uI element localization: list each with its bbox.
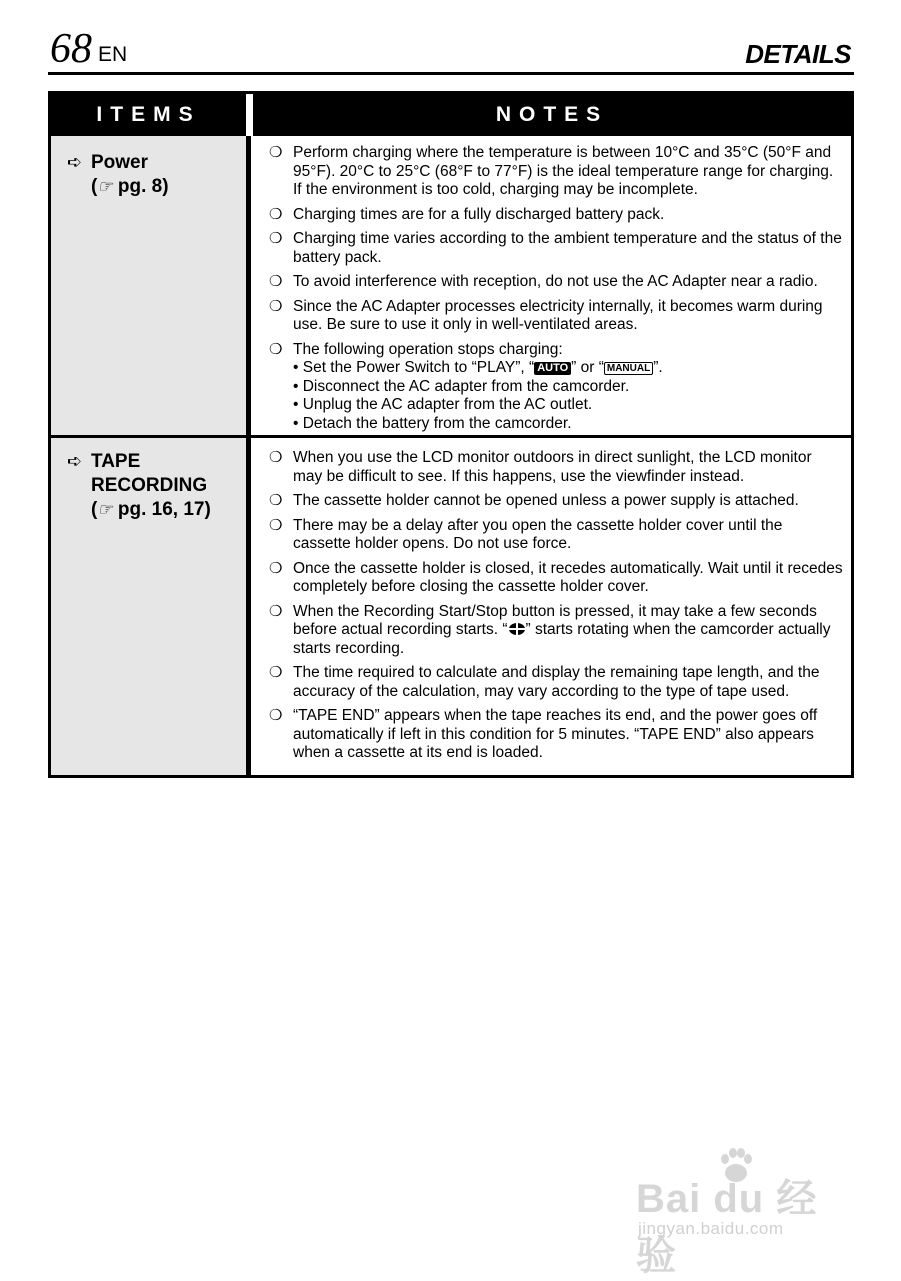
- circle-bullet-icon: ❍: [269, 602, 283, 620]
- list-item-recording-start: ❍ When the Recording Start/Stop button is pressed, it may take a few seconds before actual recording starts. “ ” starts rotating when the camcorder actually starts recording.: [269, 602, 831, 657]
- item-tape-name-line2: RECORDING: [91, 475, 208, 496]
- list-item: ❍ Charging time varies according to the ambient temperature and the status of the battery pack.: [269, 230, 842, 266]
- circle-bullet-icon: ❍: [269, 297, 283, 315]
- circle-bullet-icon: ❍: [269, 664, 283, 681]
- auto-mode-icon: AUTO: [534, 362, 571, 375]
- circle-bullet-icon: ❍: [269, 230, 283, 247]
- list-item: ❍ Charging times are for a fully discharged battery pack.: [269, 205, 665, 223]
- item-tape-recording: ➪ TAPE RECORDING (☞ pg. 16, 17): [67, 449, 242, 522]
- item-power: ➪ Power (☞ pg. 8): [67, 152, 169, 197]
- page-language: EN: [98, 43, 128, 66]
- item-tape-name-line1: TAPE: [91, 451, 141, 472]
- circle-bullet-icon: ❍: [269, 449, 283, 466]
- item-power-name: Power: [91, 152, 149, 173]
- circle-bullet-icon: ❍: [269, 144, 283, 161]
- items-column-header: ITEMS: [96, 103, 201, 126]
- arrow-right-icon: ➪: [67, 152, 83, 172]
- circle-bullet-icon: ❍: [269, 273, 283, 290]
- notes-column-header: NOTES: [495, 103, 609, 126]
- baidu-watermark: [636, 1145, 851, 1278]
- circle-bullet-icon: ❍: [269, 707, 283, 724]
- circle-bullet-icon: ❍: [269, 492, 283, 509]
- pointing-hand-icon: ☞: [97, 177, 113, 196]
- list-item: ❍ “TAPE END” appears when the tape reaches its end, and the power goes off automatically if left in this condition for 5 minutes. “TAPE END” also appears when a cassette at its end is loaded.: [269, 707, 818, 761]
- watermark-url: jingyan.baidu.com: [638, 1219, 784, 1238]
- list-item-stop-charging: ❍ The following operation stops charging: • Set the Power Switch to “PLAY”, “ AUTO ” or “ MANUAL ”. • Disconnect the AC adapter from the camcorder. • Unplug the AC adapter from the AC outlet. • Detach the battery from the camcorder.: [269, 340, 663, 432]
- list-item: ❍ When you use the LCD monitor outdoors in direct sunlight, the LCD monitor may be difficult to see. If this happens, use the viewfinder instead.: [269, 449, 812, 485]
- power-notes: [269, 144, 843, 439]
- column-separator: [246, 136, 251, 775]
- tape-recording-notes: [269, 449, 843, 769]
- table-header: [51, 94, 851, 136]
- list-item: ❍ There may be a delay after you open the cassette holder cover until the cassette holder opens. Do not use force.: [269, 516, 783, 552]
- list-item: ❍ Perform charging where the temperature is between 10°C and 35°C (50°F and 95°F). 20°C to 25°C (68°F to 77°F) is the ideal temperature range for charging. If the environment is too cold, charging may be incomplete.: [269, 144, 834, 198]
- section-title: DETAILS: [745, 39, 851, 69]
- circle-bullet-icon: ❍: [269, 340, 283, 358]
- circle-bullet-icon: ❍: [269, 205, 283, 223]
- item-power-ref: pg. 8: [117, 176, 163, 197]
- list-item: ❍ Once the cassette holder is closed, it recedes automatically. Wait until it recedes completely before closing the cassette holder cover.: [269, 559, 843, 595]
- watermark-logo: Bai du 经验: [636, 1177, 818, 1278]
- list-item: ❍ The cassette holder cannot be opened unless a power supply is attached.: [269, 492, 799, 509]
- details-table: [48, 91, 854, 778]
- arrow-right-icon: ➪: [67, 451, 83, 471]
- circle-bullet-icon: ❍: [269, 559, 283, 577]
- page-number: 68: [50, 26, 92, 72]
- circle-bullet-icon: ❍: [269, 516, 283, 534]
- list-item: ❍ Since the AC Adapter processes electricity internally, it becomes warm during use. Be sure to use it only in well-ventilated areas.: [269, 297, 823, 333]
- pointing-hand-icon: ☞: [97, 500, 113, 519]
- item-tape-ref: pg. 16, 17: [117, 499, 205, 520]
- list-item: ❍ To avoid interference with reception, do not use the AC Adapter near a radio.: [269, 273, 818, 290]
- header-rule: [48, 72, 854, 75]
- header-separator: [246, 94, 253, 136]
- manual-mode-icon: MANUAL: [604, 362, 653, 375]
- page-header: [48, 28, 853, 74]
- recording-rotating-icon: [508, 622, 526, 636]
- list-item: ❍ The time required to calculate and display the remaining tape length, and the accuracy of the calculation, may vary according to the type of tape used.: [269, 664, 820, 700]
